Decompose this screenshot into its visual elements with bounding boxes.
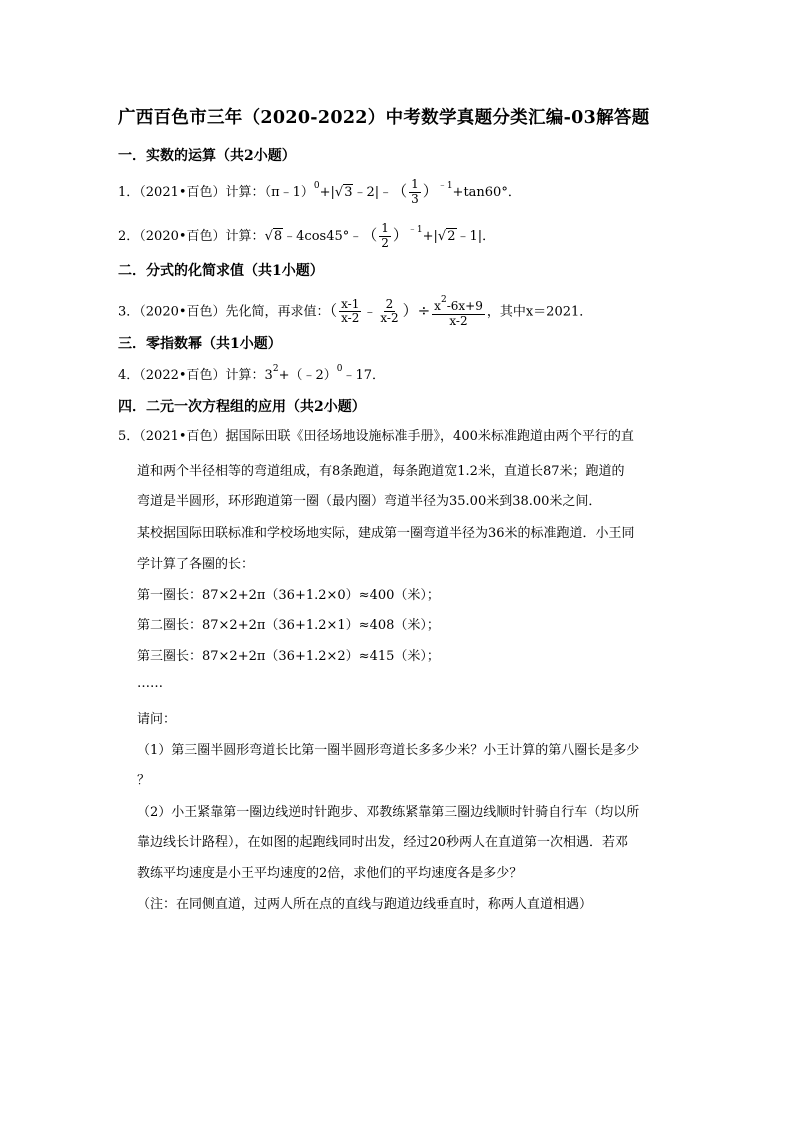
question-5-line	[118, 430, 634, 443]
exponent: 0	[313, 180, 320, 191]
question-source: （2021•百色）	[139, 429, 226, 444]
paragraph-text: （1）第三圈半圆形弯道长比第一圈半圆形弯道长多多少米？小王计算的第八圈长是多少	[137, 743, 640, 758]
fraction-numerator: 1	[381, 221, 389, 235]
question-source: （2020•百色）	[139, 228, 226, 244]
paren: （	[362, 225, 378, 244]
section-heading: 四．二元一次方程组的应用（共2小题）	[118, 399, 366, 415]
question-source: （2022•百色）	[139, 368, 226, 383]
paragraph-text: 第一圈长：87×2+2π（36+1.2×0）≈400（米）；	[137, 588, 440, 603]
question-number: 2．	[118, 228, 140, 244]
question-4	[118, 365, 385, 382]
fraction-numerator: 2	[385, 296, 394, 311]
expr-part: ，其中x＝2021．	[486, 304, 593, 320]
paragraph-text: （2）小王紧靠第一圈边线逆时针跑步、邓教练紧靠第三圈边线顺时针骑自行车（均以所	[137, 805, 640, 820]
fraction	[339, 298, 361, 327]
expr-part: （π﹣1）	[264, 184, 314, 200]
paragraph-text: 据国际田联《田径场地设施标准手册》，400米标准跑道由两个平行的直	[225, 429, 634, 444]
question-verb: 计算：3	[225, 368, 273, 383]
fraction-denominator: x-2	[449, 313, 468, 328]
section-heading: 二．分式的化简求值（共1小题）	[118, 263, 324, 279]
paragraph-text: ……	[137, 676, 163, 691]
fraction-numerator: 1	[411, 177, 419, 191]
radicand: 2	[447, 228, 456, 244]
fraction-denominator: 2	[381, 235, 389, 250]
paragraph-text: 道和两个半径相等的弯道组成，有8条跑道，每条跑道宽1.2米，直道长87米；跑道的	[137, 464, 625, 479]
expr-part: +|	[422, 228, 438, 244]
exponent: 2	[440, 295, 447, 305]
radicand: 8	[273, 228, 283, 244]
question-verb: 先化简，再求值：	[225, 304, 330, 320]
paren: （	[392, 181, 408, 200]
expr-part: -6x+9	[446, 299, 483, 313]
expr-part: ﹣2|﹣	[353, 184, 393, 200]
fraction-denominator: 3	[411, 191, 419, 206]
exponent: ﹣1	[437, 180, 453, 191]
expr-part: +（﹣2）	[278, 368, 337, 383]
expr-part: +|	[319, 184, 335, 200]
paragraph-text: 第二圈长：87×2+2π（36+1.2×1）≈408（米）；	[137, 618, 440, 633]
paren: （	[329, 301, 338, 320]
expr-part: +tan60°．	[452, 184, 521, 200]
question-number: 4．	[118, 368, 140, 383]
fraction-numerator	[432, 295, 485, 315]
expr-part: ﹣4cos45°﹣	[283, 228, 363, 244]
expr-part: x	[434, 299, 441, 313]
radicand: 3	[344, 184, 353, 200]
question-verb: 计算：	[225, 228, 265, 244]
paragraph-text: ？	[137, 773, 151, 788]
section-heading: 三．零指数幂（共1小题）	[118, 336, 282, 352]
question-2	[118, 222, 495, 251]
paren: ）	[392, 225, 408, 244]
question-number: 1．	[118, 184, 140, 200]
paragraph-text: 靠边线长计路程），在如图的起跑线同时出发，经过20秒两人在直道第一次相遇．若邓	[137, 835, 629, 850]
fraction	[432, 295, 485, 329]
question-source: （2020•百色）	[139, 304, 226, 320]
paren: ）÷	[402, 301, 431, 320]
question-verb: 计算：	[225, 184, 265, 200]
fraction	[409, 178, 421, 207]
question-3	[118, 295, 592, 329]
paren: ）	[422, 181, 438, 200]
paragraph-text: （注：在同侧直道，过两人所在点的直线与跑道边线垂直时，称两人直道相遇）	[137, 897, 593, 912]
exponent: ﹣1	[407, 224, 423, 235]
paragraph-text: 教练平均速度是小王平均速度的2倍，求他们的平均速度各是多少？	[137, 866, 523, 881]
expr-part: ﹣1|．	[456, 228, 496, 244]
paragraph-text: 弯道是半圆形，环形跑道第一圈（最内圈）弯道半径为35.00米到38.00米之间．	[137, 494, 602, 509]
paragraph-text: 学计算了各圈的长：	[137, 557, 255, 572]
fraction	[379, 222, 391, 251]
question-number: 3．	[118, 304, 140, 320]
fraction-numerator: x-1	[341, 296, 360, 311]
question-source: （2021•百色）	[139, 184, 226, 200]
section-heading: 一．实数的运算（共2小题）	[118, 148, 296, 164]
paragraph-text: 请问：	[137, 712, 177, 727]
expr-part: ﹣17．	[342, 368, 386, 383]
sqrt-symbol: √3	[334, 184, 353, 200]
fraction-denominator: x-2	[380, 311, 399, 326]
expr-part: ﹣	[363, 304, 377, 320]
sqrt-symbol: √2	[437, 228, 456, 244]
exponent: 0	[336, 364, 343, 374]
fraction-denominator: x-2	[341, 311, 360, 326]
paragraph-text: 第三圈长：87×2+2π（36+1.2×2）≈415（米）；	[137, 649, 440, 664]
fraction	[378, 298, 400, 327]
sqrt-symbol: √8	[264, 228, 283, 244]
exponent: 2	[272, 364, 279, 374]
question-1	[118, 178, 521, 207]
question-number: 5．	[118, 429, 140, 444]
document-title: 广西百色市三年（2020-2022）中考数学真题分类汇编-03解答题	[118, 108, 650, 128]
paragraph-text: 某校据国际田联标准和学校场地实际，建成第一圈弯道半径为36米的标准跑道．小王同	[137, 526, 635, 541]
